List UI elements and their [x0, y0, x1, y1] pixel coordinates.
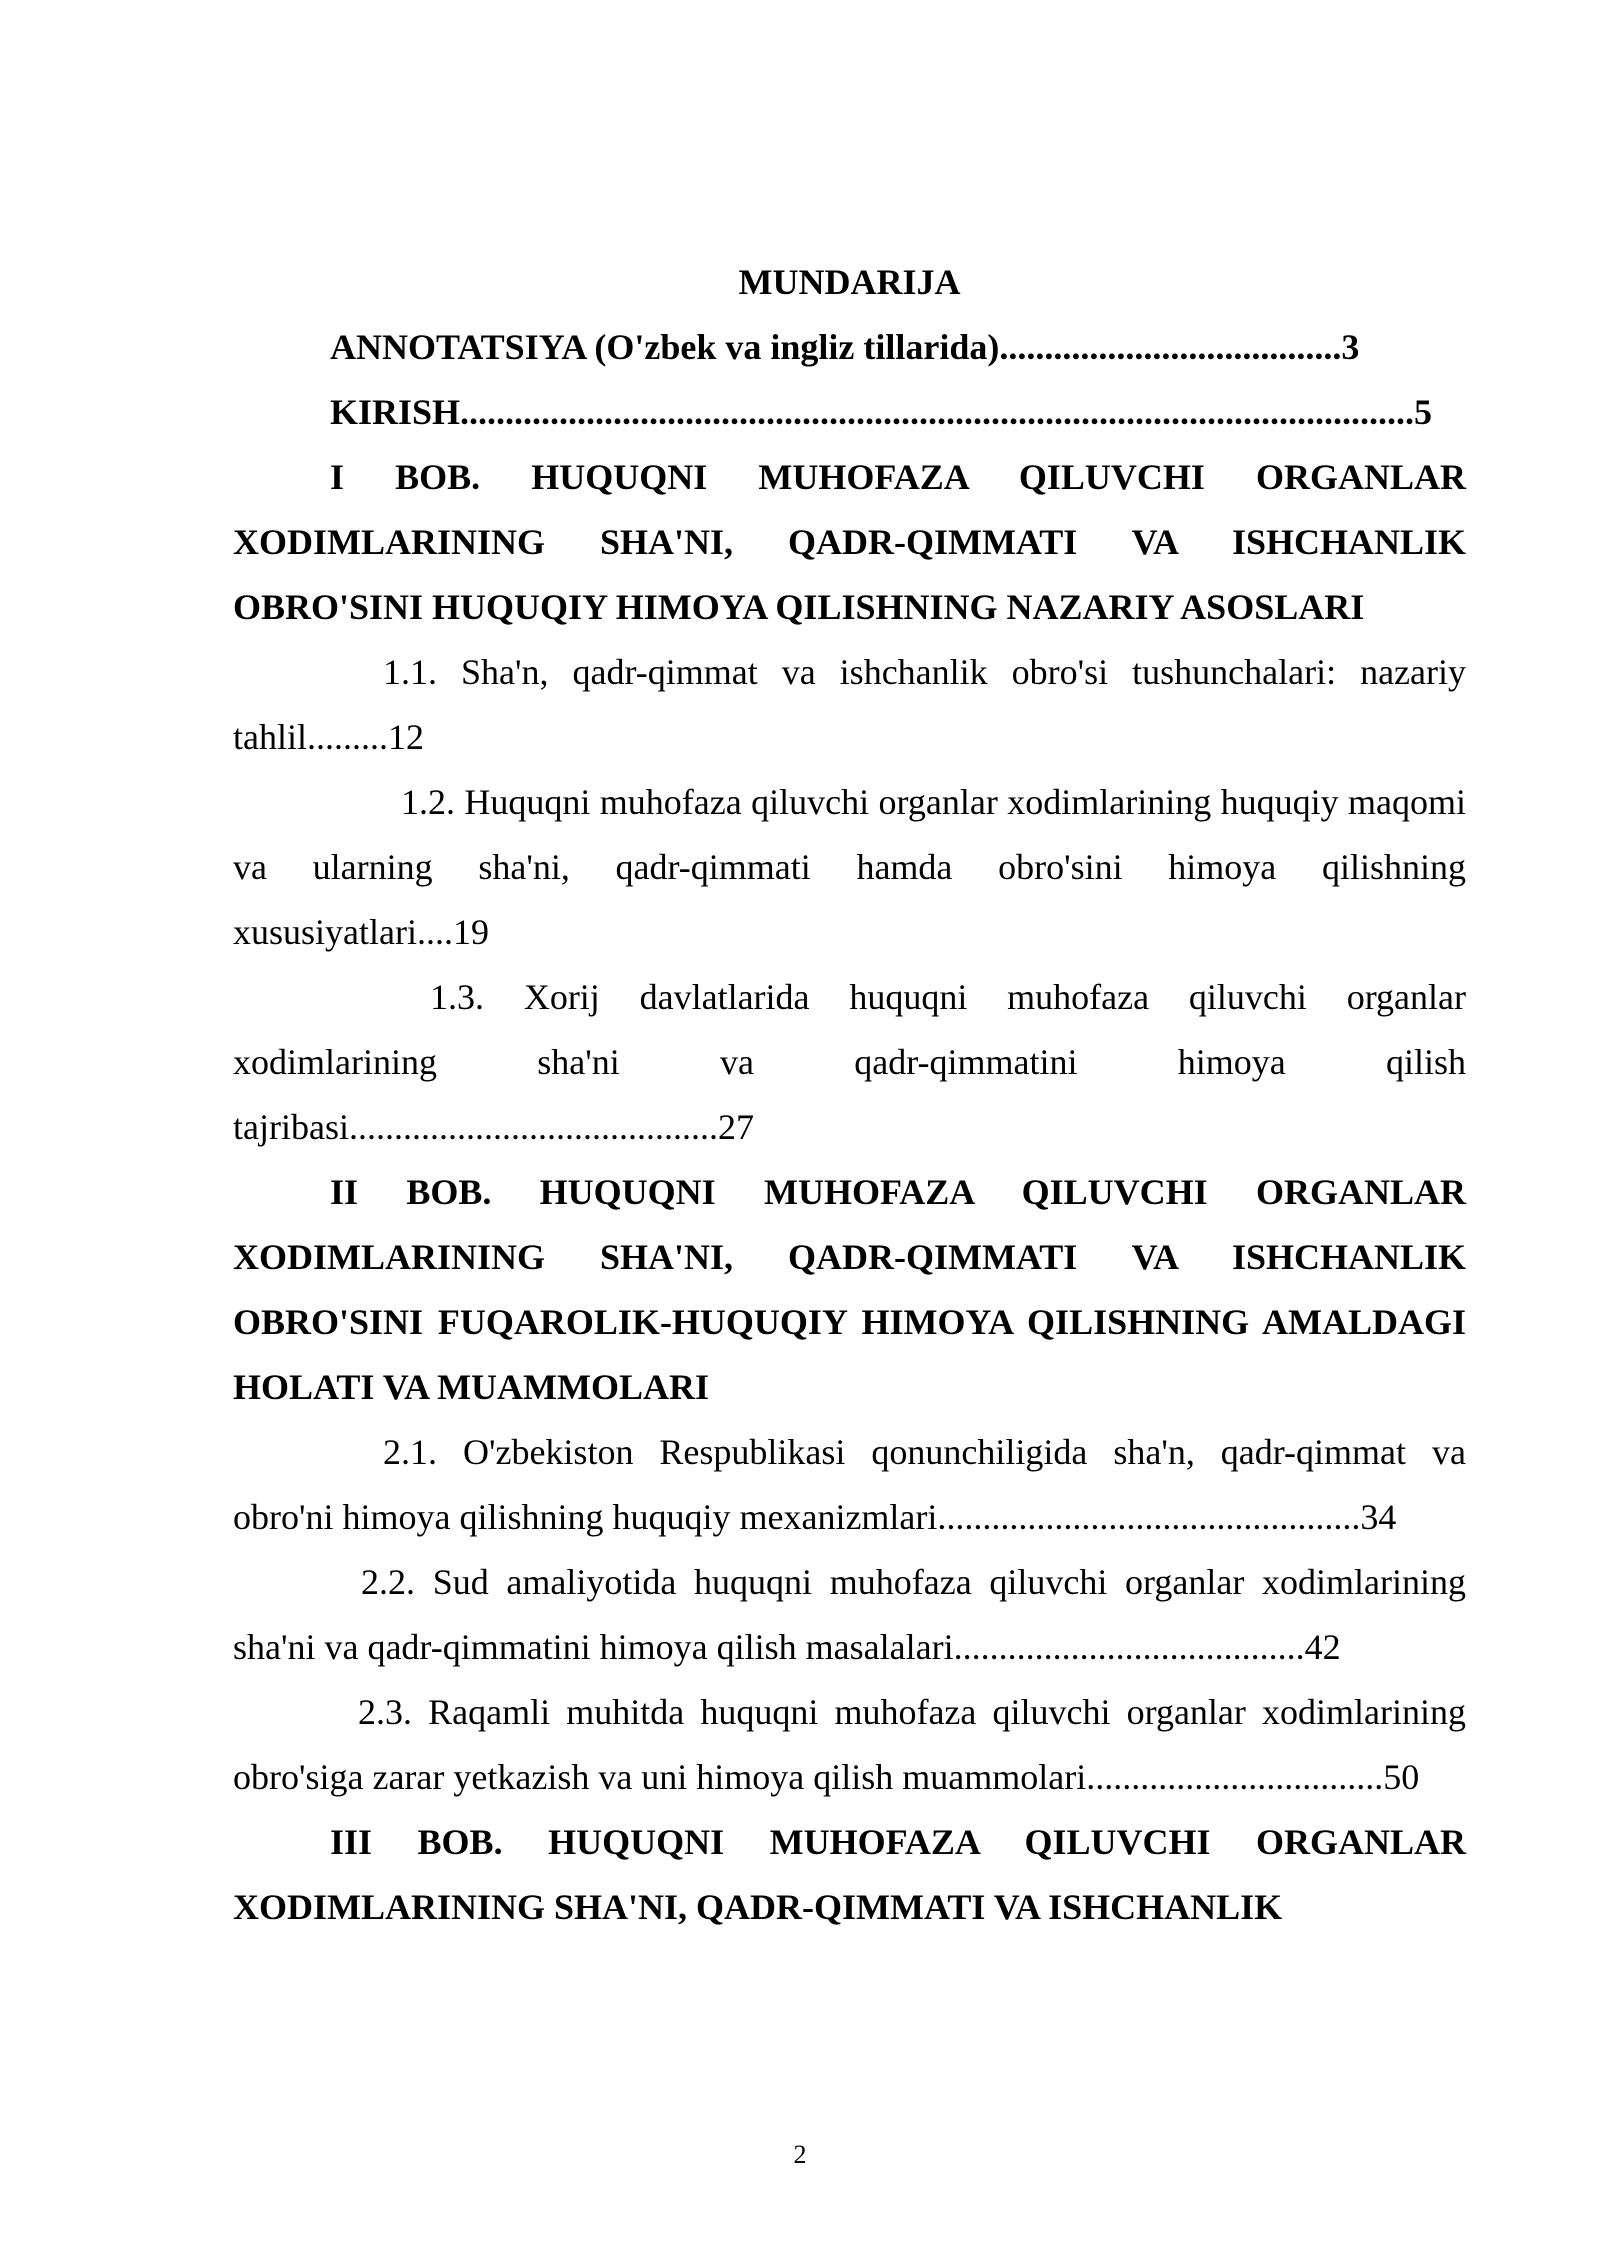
toc-entry-introduction: KIRISH..........................................................................................................5 — [330, 392, 1433, 432]
toc-entry-chapter-1: I BOB. HUQUQNI MUHOFAZA QILUVCHI ORGANLAR XODIMLARINING SHA'NI, QADR-QIMMATI VA ISHCHANLIK OBRO'SINI HUQUQIY HIMOYA QILISHNING NAZARIY ASOSLARI — [233, 457, 1466, 627]
toc-entry-chapter-3: III BOB. HUQUQNI MUHOFAZA QILUVCHI ORGANLAR XODIMLARINING SHA'NI, QADR-QIMMATI VA ISHCHANLIK — [233, 1822, 1466, 1927]
toc-entry-section-1-2: 1.2. Huquqni muhofaza qiluvchi organlar xodimlarining huquqiy maqomi va ularning sha'ni, qadr-qimmati hamda obro'sini himoya qilishning xususiyatlari....19 — [233, 782, 1466, 952]
toc-entry-section-1-3: 1.3. Xorij davlatlarida huquqni muhofaza qiluvchi organlar xodimlarining sha'ni va qadr-qimmatini himoya qilish tajribasi.........................................27 — [233, 977, 1466, 1147]
toc-entry-chapter-2: II BOB. HUQUQNI MUHOFAZA QILUVCHI ORGANLAR XODIMLARINING SHA'NI, QADR-QIMMATI VA ISHCHANLIK OBRO'SINI FUQAROLIK-HUQUQIY HIMOYA QILISHNING AMALDAGI HOLATI VA MUAMMOLARI — [233, 1172, 1466, 1407]
toc-entry-section-1-1: 1.1. Sha'n, qadr-qimmat va ishchanlik obro'si tushunchalari: nazariy tahlil.........12 — [233, 652, 1466, 757]
toc-entry-section-2-3: 2.3. Raqamli muhitda huquqni muhofaza qiluvchi organlar xodimlarining obro'siga zarar yetkazish va uni himoya qilish muammolari.................................50 — [233, 1692, 1466, 1797]
toc-entry-section-2-1: 2.1. O'zbekiston Respublikasi qonunchiligida sha'n, qadr-qimmat va obro'ni himoya qilishning huquqiy mexanizmlari...............................................34 — [233, 1432, 1466, 1537]
toc-entry-section-2-2: 2.2. Sud amaliyotida huquqni muhofaza qiluvchi organlar xodimlarining sha'ni va qadr-qimmatini himoya qilish masalalari.......................................42 — [233, 1562, 1466, 1667]
toc-title: MUNDARIJA — [738, 262, 961, 302]
page-number: 2 — [793, 2140, 807, 2169]
table-of-contents — [233, 250, 1466, 1940]
toc-entry-annotation: ANNOTATSIYA (O'zbek va ingliz tillarida)......................................3 — [330, 327, 1360, 367]
